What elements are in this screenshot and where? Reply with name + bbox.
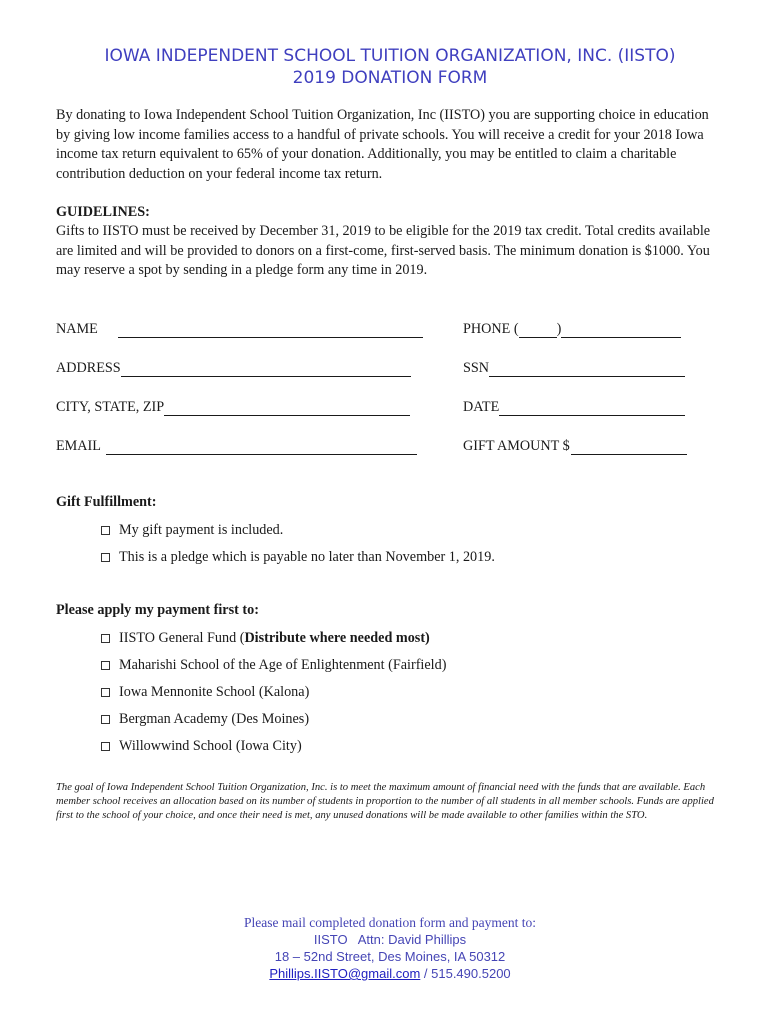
checkbox-icon[interactable] [101,634,110,643]
city-state-zip-input-line[interactable] [164,401,410,416]
footer-phone: / 515.490.5200 [420,966,511,981]
phone-label: PHONE ( [463,321,519,337]
phone-area-code-line[interactable] [519,323,557,338]
email-input-line[interactable] [106,440,417,455]
school-option[interactable] [101,710,309,728]
address-field[interactable] [56,359,411,377]
apply-payment-heading: Please apply my payment first to: [56,602,259,618]
gift-amount-input-line[interactable] [571,440,687,455]
general-fund-label-bold: Distribute where needed most) [244,630,430,646]
guidelines-heading: GUIDELINES: [56,204,150,220]
title-line-1: IOWA INDEPENDENT SCHOOL TUITION ORGANIZATION, INC. (IISTO) [104,46,676,66]
fulfillment-option[interactable] [101,521,283,539]
phone-field[interactable] [463,320,681,338]
school-option[interactable] [101,737,302,755]
name-input-line[interactable] [118,323,423,338]
name-label: NAME [56,321,98,337]
school-option-general-fund[interactable] [101,629,430,647]
phone-paren-close: ) [556,321,562,337]
allocation-note: The goal of Iowa Independent School Tuition Organization, Inc. is to meet the maximum amount of financial need with the funds that are available. Each member school receives an allocation based on its number of students in proportion to the number of all students in all member schools. Funds are applied first to the school of your choice, and once their need is met, any unused donations will be made available to other families within the STO. [56,782,714,822]
ssn-input-line[interactable] [489,362,685,377]
email-field[interactable] [56,437,417,455]
city-state-zip-label: CITY, STATE, ZIP [56,399,165,415]
email-link[interactable]: Phillips.IISTO@gmail.com [269,966,421,981]
ssn-label: SSN [463,360,490,376]
gift-fulfillment-heading: Gift Fulfillment: [56,494,157,510]
checkbox-icon[interactable] [101,715,110,724]
checkbox-icon[interactable] [101,688,110,697]
address-label: ADDRESS [56,360,121,376]
general-fund-label: IISTO General Fund ( [119,630,245,646]
date-field[interactable] [463,398,685,416]
school-option[interactable] [101,683,309,701]
school-option[interactable] [101,656,446,674]
footer-line-2: IISTO Attn: David Phillips [313,932,467,947]
city-state-zip-field[interactable] [56,398,410,416]
name-field[interactable] [56,320,423,338]
fulfillment-option-label: My gift payment is included. [119,522,284,538]
school-option-label: Bergman Academy (Des Moines) [119,711,310,727]
school-option-label: Willowwind School (Iowa City) [119,738,302,754]
intro-paragraph: By donating to Iowa Independent School Tuition Organization, Inc (IISTO) you are supporting choice in education by giving low income families access to a handful of private schools. You will receive a credit for your 2018 Iowa income tax return equivalent to 65% of your donation. Additionally, you may be entitled to claim a charitable contribution deduction on your federal income tax return. [56,107,709,182]
footer-line-3: 18 – 52nd Street, Des Moines, IA 50312 [274,949,506,964]
mailing-footer [0,914,770,982]
fulfillment-option-label: This is a pledge which is payable no later than November 1, 2019. [119,549,495,565]
footer-line-1: Please mail completed donation form and payment to: [243,915,537,930]
fulfillment-option[interactable] [101,548,495,566]
footer-contact [0,965,770,982]
school-option-label: Maharishi School of the Age of Enlightenment (Fairfield) [119,657,447,673]
phone-number-line[interactable] [561,323,681,338]
title-line-2: 2019 DONATION FORM [292,68,488,88]
form-title [0,45,770,89]
checkbox-icon[interactable] [101,742,110,751]
ssn-field[interactable] [463,359,685,377]
checkbox-icon[interactable] [101,526,110,535]
guidelines-text: Gifts to IISTO must be received by December 31, 2019 to be eligible for the 2019 tax credit. Total credits available are limited and will be provided to donors on a first-come, first-served basis. The minimum donation is $1000. You may reserve a spot by sending in a pledge form any time in 2019. [56,223,711,279]
email-label: EMAIL [56,438,101,454]
school-option-label: Iowa Mennonite School (Kalona) [119,684,310,700]
gift-amount-label: GIFT AMOUNT $ [463,438,570,454]
date-label: DATE [463,399,500,415]
date-input-line[interactable] [499,401,685,416]
gift-amount-field[interactable] [463,437,687,455]
checkbox-icon[interactable] [101,661,110,670]
checkbox-icon[interactable] [101,553,110,562]
address-input-line[interactable] [121,362,411,377]
